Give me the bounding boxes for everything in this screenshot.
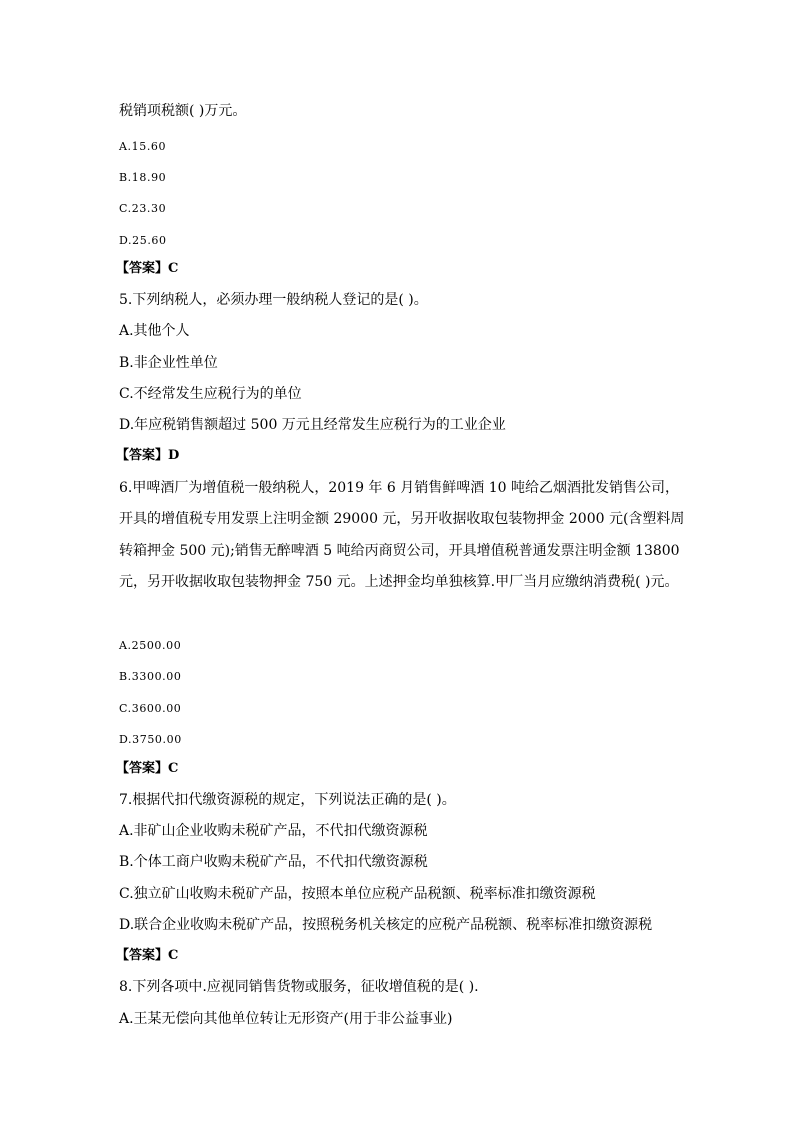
question-7-option-b: B.个体工商户收购未税矿产品，不代扣代缴资源税 bbox=[119, 854, 428, 870]
question-7-stem: 7.根据代扣代缴资源税的规定，下列说法正确的是( )。 bbox=[119, 792, 456, 808]
question-7-option-a: A.非矿山企业收购未税矿产品，不代扣代缴资源税 bbox=[119, 823, 428, 839]
question-6-stem-line-1: 6.甲啤酒厂为增值税一般纳税人，2019 年 6 月销售鲜啤酒 10 吨给乙烟酒批发销售公司， bbox=[119, 480, 679, 496]
question-5-option-c: C.不经常发生应税行为的单位 bbox=[119, 386, 302, 402]
question-6-stem-line-4: 元，另开收据收取包装物押金 750 元。上述押金均单独核算.甲厂当月应缴纳消费税( )元。 bbox=[119, 574, 679, 590]
question-6-stem-line-2: 开具的增值税专用发票上注明金额 29000 元，另开收据收取包装物押金 2000 元(含塑料周 bbox=[119, 511, 685, 527]
question-4-stem-tail: 税销项税额( )万元。 bbox=[119, 103, 247, 119]
question-7-answer: 【答案】C bbox=[116, 948, 179, 963]
question-6-stem-line-3: 转箱押金 500 元);销售无醉啤酒 5 吨给丙商贸公司，开具增值税普通发票注明金额 13800 bbox=[119, 543, 680, 559]
question-4-option-c: C.23.30 bbox=[119, 202, 167, 215]
question-5-option-d: D.年应税销售额超过 500 万元且经常发生应税行为的工业企业 bbox=[119, 417, 506, 433]
question-4-answer: 【答案】C bbox=[116, 261, 179, 276]
question-6-option-b: B.3300.00 bbox=[119, 670, 182, 683]
question-5-stem: 5.下列纳税人，必须办理一般纳税人登记的是( )。 bbox=[119, 292, 428, 308]
question-5-option-a: A.其他个人 bbox=[119, 323, 190, 339]
question-5-option-b: B.非企业性单位 bbox=[119, 355, 218, 371]
question-4-option-d: D.25.60 bbox=[119, 234, 167, 247]
question-6-option-a: A.2500.00 bbox=[119, 639, 182, 652]
question-6-option-d: D.3750.00 bbox=[119, 733, 182, 746]
question-6-answer: 【答案】C bbox=[116, 761, 179, 776]
question-6-option-c: C.3600.00 bbox=[119, 702, 182, 715]
question-4-option-b: B.18.90 bbox=[119, 171, 167, 184]
question-5-answer: 【答案】D bbox=[116, 448, 180, 463]
question-8-option-a: A.王某无偿向其他单位转让无形资产(用于非公益事业) bbox=[119, 1011, 453, 1027]
question-7-option-d: D.联合企业收购未税矿产品，按照税务机关核定的应税产品税额、税率标准扣缴资源税 bbox=[119, 917, 653, 933]
question-7-option-c: C.独立矿山收购未税矿产品，按照本单位应税产品税额、税率标准扣缴资源税 bbox=[119, 886, 596, 902]
question-4-option-a: A.15.60 bbox=[119, 140, 167, 153]
question-8-stem: 8.下列各项中.应视同销售货物或服务，征收增值税的是( ). bbox=[119, 979, 479, 995]
